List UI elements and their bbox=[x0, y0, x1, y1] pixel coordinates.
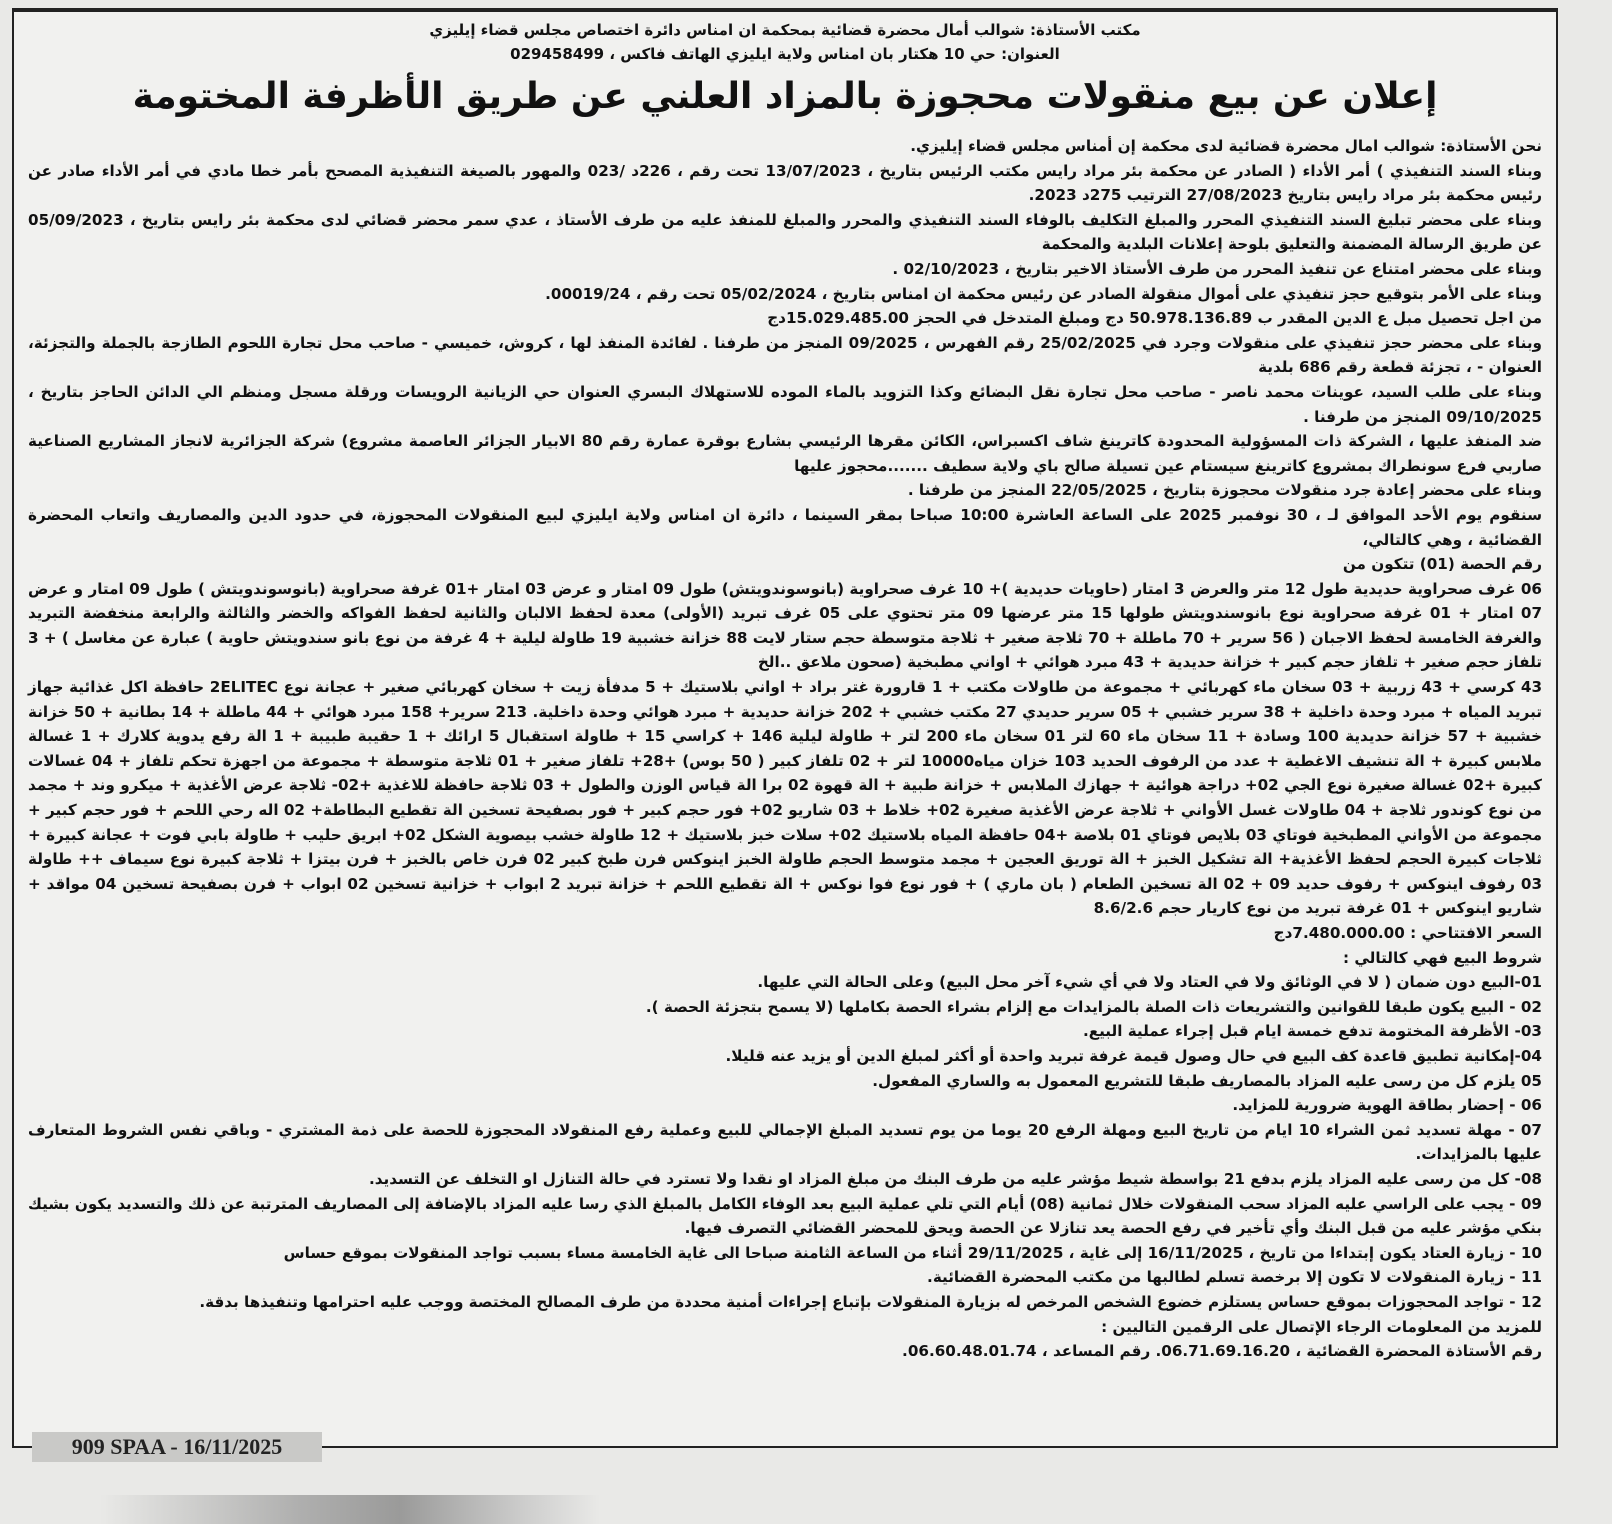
notice-paragraph: ضد المنفذ عليها ، الشركة ذات المسؤولية المحدودة كاترينغ شاف اكسبراس، الكائن مقرها الرئيسي بشارع بوقرة عمارة رقم 80 الابيار الجزائر العاصمة مشروع) شركة الجزائرية لانجاز المشاريع الصناعية صاربي فرع سونطراك بمشروع كاترينغ سيستام عين تسيلة صالح باي ولاية سطيف .......محجوز عليها bbox=[28, 432, 1542, 475]
notice-paragraph: 08- كل من رسى عليه المزاد يلزم بدفع 21 بواسطة شيط مؤشر عليه من طرف البنك من مبلغ المزاد او نقدا ولا تسترد في حالة التنازل او التخلف عن التسديد. bbox=[368, 1169, 1542, 1188]
notice-paragraph: 06 - إحضار بطاقة الهوية ضرورية للمزايد. bbox=[1232, 1096, 1542, 1115]
notice-title: إعلان عن بيع منقولات محجوزة بالمزاد العلني عن طريق الأظرفة المختومة bbox=[132, 76, 1438, 117]
notice-paragraph: رقم الحصة (01) تتكون من bbox=[1342, 555, 1542, 574]
notice-paragraph: 09 - يجب على الراسي عليه المزاد سحب المنقولات خلال ثمانية (08) أيام التي تلي عملية البيع بعد الوفاء الكامل بالمبلغ الذي رسا عليه المزاد بالإضافة إلى المصاريف المترتبة عن ذلك والتسديد يكون بشيك بنكي مؤشر عليه من قبل البنك وأي تأخير في رفع الحصة يعد تنازلا عن الحصة ويحق للمحضر القضائي التصرف فيها. bbox=[28, 1194, 1542, 1238]
notice-paragraph: وبناء على محضر امتناع عن تنفيذ المحرر من طرف الأستاذ الاخير بتاريخ ، 02/10/2023 . bbox=[892, 259, 1542, 278]
notice-paragraph: وبناء السند التنفيذي ) أمر الأداء ( الصادر عن محكمة بئر مراد رايس مكتب الرئيس بتاريخ ، 13/07/2023 تحت رقم ، 226د /023 والمهور بالصيغة التنفيذية المصحح بأمر خطا مادي في أمر الأداء صادر عن رئيس محكمة بئر مراد رايس بتاريخ 27/08/2023 الترتيب 275د 2023. bbox=[28, 161, 1542, 205]
notice-paragraph: 12 - تواجد المحجوزات بموقع حساس يستلزم خضوع الشخص المرخص له بزيارة المنقولات بإتباع إجراءات أمنية محددة من طرف المصالح المختصة ووجب عليه احترامها وتنفيذها بدقة. bbox=[199, 1292, 1542, 1311]
notice-paragraph: 05 يلزم كل من رسى عليه المزاد بالمصاريف طبقا للتشريع المعمول به والساري المفعول. bbox=[872, 1071, 1542, 1090]
notice-paragraph: سنقوم يوم الأحد الموافق لـ ، 30 نوفمبر 2025 على الساعة العاشرة 10:00 صباحا بمقر السينما ، دائرة ان امناس ولاية ايليزي لبيع المنقولات المحجوزة، في حدود الدين والمصاريف واتعاب المحضرة القضائية ، وهي كالتالي، bbox=[28, 505, 1543, 549]
notice-paragraph: 43 كرسي + 43 زربية + 03 سخان ماء كهربائي + مجموعة من طاولات مكتب + 1 قارورة غتر براد + اواني بلاستيك + 5 مدفأة زيت + سخان كهربائي صغير + عجانة نوع 2ELITEC حافظة اكل غذائية جهاز تبريد المياه + مبرد وحدة داخلية + 38 سرير خشبي + 05 سرير حديدي 27 مكتب خشبي + 202 خزانة حديدية + مبرد هوائي وحدة داخلية. 213 سرير+ 158 مبرد هوائي + 44 ماطلة + 14 بطانية + 50 خزانة خشبية + 57 خزانة حديدية 100 وسادة + 11 سخان ماء 60 لتر 01 سخان ماء 200 لتر + طاولة ليلية 146 + كراسي 15 + طاولة استقبال 5 ارائك + 1 حقيبة طبيبة + 1 الة رفع يدوية كلارك + 1 غسالة ملابس كبيرة + الة تنشيف الاغطية + عدد من الرفوف الحديد 103 خزان مياه10000 لتر + 02 تلفاز كبير ( 50 بوس) +28+ تلفاز صغير + 01 ثلاجة متوسطة + مجموعة من اجهزة تحكم تلفاز + 04 غسالات كبيرة +02 غسالة صغيرة نوع الجي 02+ دراجة هوائية + جهازك الملابس + خزانة طبية + الة قهوة 02 برا الة قياس الوزن والطول + 03 ثلاجة حافظة للاغذية +02- ثلاجة عرض الأغذية + ميكرو وند + مجمد من نوع كوندور ثلاجة + 04 طاولات غسل الأواني + ثلاجة عرض الأغذية صغيرة 02+ خلاط + 03 شاريو 02+ فور حجم كبير + فور بصفيحة تسخين الة تقطيع البطاطة+ 02 اله رحي اللحم + فور حجم كبير + مجموعة من الأواني المطبخية فوتاي 03 بلايص فوتاي 01 بلاصة +04 حافظة المياه بلاستيك 02+ سلات خبز بلاستيك + 12 طاولة خشب بيصوية الشكل 02+ ابريق حليب + طاولة بابي فوت + عجانة كبيرة + ثلاجات كبيرة الحجم لحفظ الأغذية+ الة تشكيل الخبز + الة توريق العجين + مجمد متوسط الحجم طاولة الخبز اينوكس فرن طبخ كبير 02 فرن خاص بالخبز + فرن بيتزا + ثلاجة كبيرة نوع سيماف ++ طاولة 03 رفوف اينوكس + رفوف حديد 09 + 02 الة تسخين الطعام ( بان ماري ) + فور نوع فوا نوكس + الة تقطيع اللحم + خزانة تبريد 2 ابواب + خزانية تسخين 02 ابواب + فرن بصفيحة تسخين 04 مواقد + شاريو اينوكس + 01 غرفة تبريد من نوع كاريار حجم 8.6/2.6 bbox=[28, 678, 1543, 918]
notice-paragraph: وبناء على طلب السيد، عوينات محمد ناصر - صاحب محل تجارة نقل البضائع وكذا التزويد بالماء الموده للاستهلاك البسري العنوان حي الزيانية الرويسات ورقلة مسجل ومنظم الي الدائن الحاجز بتاريخ ، 09/10/2025 المنجز من طرفنا . bbox=[28, 382, 1542, 426]
notice-paragraph: شروط البيع فهي كالتالي : bbox=[1342, 948, 1542, 967]
notice-paragraph: من اجل تحصيل مبل ع الدين المقدر ب 50.978.136.89 دج ومبلغ المتدخل في الحجز 15.029.485.00دج bbox=[767, 309, 1542, 328]
notice-paragraph: 11 - زيارة المنقولات لا تكون إلا برخصة تسلم لطالبها من مكتب المحضرة القضائية. bbox=[927, 1268, 1542, 1287]
notice-paragraph: 02 - البيع يكون طبقا للقوانين والتشريعات ذات الصلة بالمزايدات مع إلزام بشراء الحصة بكاملها (لا يسمح بتجزئة الحصة ). bbox=[645, 997, 1542, 1016]
notice-paragraph: 03- الأظرفة المختومة تدفع خمسة ايام قبل إجراء عملية البيع. bbox=[1082, 1022, 1542, 1041]
legal-notice bbox=[12, 8, 1558, 1448]
notice-body bbox=[28, 134, 1542, 1364]
notice-paragraph: وبناء على محضر تبليغ السند التنفيذي المحرر والمبلغ التكليف بالوفاء السند التنفيذي والمحرر والمبلغ للمنفذ عليه من طرف الأستاذ ، عدي سمر محضر قضائي لدى محكمة بئر رايس بتاريخ ، 05/09/2023 عن طريق الرسالة المضمنة والتعليق بلوحة إعلانات البلدية والمحكمة bbox=[28, 210, 1542, 254]
notice-content bbox=[14, 12, 1556, 1364]
notice-paragraph: نحن الأستاذة: شوالب امال محضرة قضائية لدى محكمة إن أمناس مجلس قضاء إيليزي. bbox=[910, 137, 1542, 155]
notice-paragraph: للمزيد من المعلومات الرجاء الإتصال على الرقمين التاليين : bbox=[1101, 1317, 1542, 1336]
publication-stamp: 909 SPAA - 16/11/2025 bbox=[32, 1432, 322, 1462]
address-line: العنوان: حي 10 هكتار بان امناس ولاية ايليزي الهاتف فاكس ، 029458499 bbox=[510, 45, 1060, 63]
notice-paragraph: 01-البيع دون ضمان ( لا في الوثائق ولا في العتاد ولا في أي شيء آخر محل البيع) وعلى الحالة التي عليها. bbox=[757, 973, 1542, 992]
notice-paragraph: رقم الأستاذة المحضرة القضائية ، 06.71.69.16.20. رقم المساعد ، 06.60.48.01.74. bbox=[902, 1342, 1542, 1361]
notice-paragraph: وبناء على الأمر بتوقيع حجز تنفيذي على أموال منقولة الصادر عن رئيس محكمة ان امناس بتاريخ ، 05/02/2024 تحت رقم ، 00019/24. bbox=[545, 284, 1542, 303]
notice-paragraph: 04-إمكانية تطبيق قاعدة كف البيع في حال وصول قيمة غرفة تبريد واحدة أو أكثر لمبلغ الدين أو يزيد عنه قليلا. bbox=[725, 1046, 1542, 1065]
notice-paragraph: 07 - مهلة تسديد ثمن الشراء 10 ايام من تاريخ البيع ومهلة الرفع 20 يوما من يوم تسديد المبلغ الإجمالي للبيع وعملية رفع المنقولاد المحجوزة للحصة على ذمة المشتري - وباقي نفس الشروط المتعارف عليها بالمزايدات. bbox=[28, 1120, 1542, 1164]
scan-smudge bbox=[100, 1495, 600, 1524]
office-line: مكتب الأستاذة: شوالب أمال محضرة قضائية بمحكمة ان امناس دائرة اختصاص مجلس قضاء إيليزي bbox=[429, 21, 1141, 39]
notice-paragraph: 06 غرف صحراوية حديدية طول 12 متر والعرض 3 امتار (حاويات حديدية )+ 10 غرف صحراوية (بانوسوندويتش) طول 09 امتار و عرض 03 امتار +01 غرفة صحراوية (بانوسوندويتش ) طول 09 امتار و عرض 07 امتار + 01 غرفة صحراوية نوع بانوسندويتش طولها 15 متر عرضها 09 متر تحتوي على 05 غرف تبريد (الأولى) معدة لحفظ الالبان والثانية لحفظ الفواكه والخضر والثالثة والرابعة منخفضة التبريد والغرفة الخامسة لحفظ الاجبان ( 56 سرير + 70 ماطلة + 70 ثلاجة صغير + ثلاجة متوسطة حجم ستار لايت 88 خزانة خشبية 19 طاولة ليلية + 4 غرفة من نوع بانو سندويتش حاوية ) عبارة عن مغاسل ) + 3 تلفاز حجم صغير + تلفاز حجم كبير + خزانة حديدية + 43 مبرد هوائي + اواني مطبخية (صحون ملاعق ..الخ bbox=[28, 579, 1543, 672]
notice-paragraph: وبناء على محضر حجز تنفيذي على منقولات وجرد في 25/02/2025 رقم الفهرس ، 09/2025 المنجز من طرفنا . لفائدة المنفذ لها ، كروش، خميسي - صاحب محل تجارة اللحوم الطازجة بالجملة والتجزئة، العنوان - ، تجزئة قطعة رقم 686 بلدية bbox=[28, 333, 1542, 377]
notice-paragraph: السعر الافتتاحي : 7.480.000.00دج bbox=[1273, 924, 1542, 942]
notice-paragraph: وبناء على محضر إعادة جرد منقولات محجوزة بتاريخ ، 22/05/2025 المنجز من طرفنا . bbox=[907, 481, 1542, 500]
notice-paragraph: 10 - زيارة العتاد يكون إبتداءا من تاريخ ، 16/11/2025 إلى غاية ، 29/11/2025 أثناء من الساعة الثامنة صباحا الى غاية الخامسة مساء بسبب تواجد المنقولات بموقع حساس bbox=[283, 1243, 1542, 1262]
